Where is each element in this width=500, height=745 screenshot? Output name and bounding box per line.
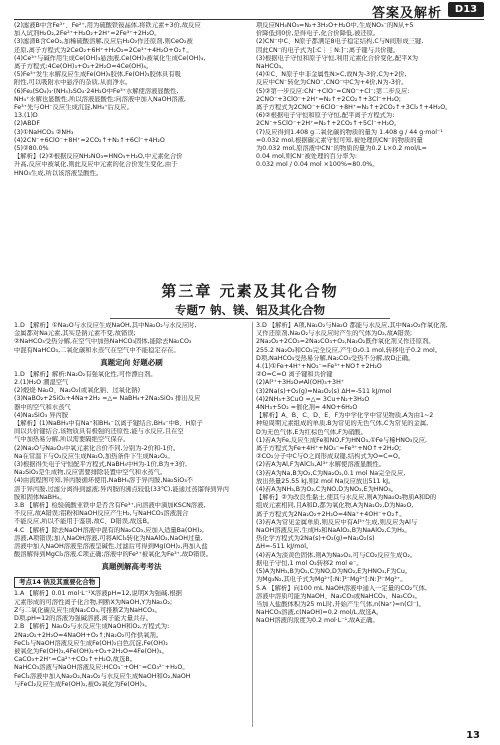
text-line: 不能反应,所以不能用于鉴别,故C、D错误,故选B。	[14, 518, 154, 526]
text-line: 【解析】A、B、C、D、E、F为中学化学中常见物质,A为由1~2	[256, 412, 434, 420]
text-line: 离子方程式为2Na₂O₂+2H₂O=4Na⁺+4OH⁻+O₂↑。	[256, 510, 406, 518]
topic-rule	[110, 318, 390, 319]
text-line: 放出热量25.55 kJ,则2 mol Na反应放出511 kJ。	[256, 477, 395, 485]
section-heading: 真题定向 好题必刷	[100, 357, 163, 367]
text-line: 溶液,A项错误;加入NaOH溶液,可将AlCl₃转化为NaAlO₂,NaOH过量,	[14, 534, 203, 542]
text-line: 种短周期元素组成的单质,B为常见的无色气体,C为常见的金属,	[256, 420, 429, 428]
text-line: (5)A为NH₃,B为O₂,C为NO,D为NO₂,E为HNO₃,F为Cu。	[256, 568, 412, 576]
text-line: (5)②第一步反应:CN⁻+ClO⁻=CNO⁻+Cl⁻;第二步反应:	[256, 87, 410, 95]
text-line: (3)2Na(s)+O₂(g)=Na₂O₂(s) ΔH=-511 kJ/mol	[256, 387, 392, 395]
text-line: D项,pH=12的溶液为强碱溶液,离子能大量共存。	[14, 615, 152, 623]
text-line: Na₂SiO₃是生成物,反应需要排除装置中空气和水蒸气。	[14, 469, 167, 477]
header-title: 答案及解析	[371, 6, 442, 21]
text-line: 【解析】(1)NaBH₄中有Na⁺和BH₄⁻以离子键结合,BH₄⁻中B、H原子	[14, 420, 203, 428]
text-line: 气中加热易分解,所以需要隔绝空气保存。	[14, 436, 130, 444]
text-line: 还原,离子方程式为2CeO₂+6H⁺+H₂O₂=2Ce³⁺+4H₂O+O₂↑。	[14, 46, 193, 54]
text-line: (2)若A为Al,F为AlCl₃,Al³⁺水解使溶液显酸性。	[256, 461, 386, 469]
text-line: NaHCO₃。	[256, 63, 288, 71]
text-line: 反应中CN⁻转化为CNO⁻,CNO⁻中C为+4价,N为-3价。	[256, 79, 408, 87]
text-line: FeCl₂溶液中加入Na₂O₂,Na₂O₂与水反应生成NaOH和O₂,NaOH	[14, 672, 191, 680]
text-line: (2)Al³⁺+3H₂O⇌Al(OH)₃+3H⁺	[256, 379, 345, 387]
text-line: 为0.032 mol,原溶液中CN⁻的物质的量为0.2 L×0.2 mol/L=	[256, 145, 427, 153]
text-line: 2CNO⁻+3ClO⁻+2H⁺=N₂↑+2CO₂↑+3Cl⁻+H₂O;	[256, 95, 402, 103]
top-right-column	[256, 22, 490, 170]
text-line: (3)根据得失电子守恒配平方程式,NaBH₄中H为-1价,B为+3价,	[14, 461, 188, 469]
text-line: 0.032 mol / 0.04 mol ×100%=80.0%。	[256, 161, 379, 169]
text-line: ΔH=-511 kJ/mol。	[256, 543, 313, 551]
text-line: (2)煅烧 Na₂O、Na₂O₂(或氧化钠、过氧化钠)	[14, 387, 141, 395]
header-rule	[14, 19, 484, 20]
text-line: (4)若A为NH₃,B为O₂,C为NO,D为NO₂,E为HNO₃。	[256, 486, 398, 494]
text-line: 2CN⁻+5ClO⁻+2H⁺=N₂↑+2CO₂↑+5Cl⁻+H₂O。	[256, 120, 401, 128]
text-line: 加入试剂H₂O₂,2Fe²⁺+H₂O₂+2H⁺=2Fe³⁺+2H₂O。	[14, 30, 161, 38]
text-line: (2)滤液B中含Fe³⁺、Fe²⁺,用为硫酸铁铵晶体,将铁元素+3价,故反应	[14, 22, 201, 29]
text-line: 2.(1)H₂O 潮湿空气	[14, 379, 69, 387]
text-line: 3.D 【解析】A项,Na₂O₂与Na₂O 都能与水反应,其中Na₂O₂作氧化剂,	[256, 322, 448, 329]
text-line: 溶液中加入NaOH溶液至溶液呈碱性,过滤后可得到Mg(OH)₂,再加入盐	[14, 543, 208, 551]
text-line: 为Mg₃N₂,其电子式为Mg²⁺[:N:]³⁻Mg²⁺[:N:]³⁻Mg²⁺。	[256, 576, 407, 584]
text-line: HNO₃生成,所以该溶液呈酸性。	[14, 169, 103, 177]
text-line: 2.B 【解析】Na₂O₂与水反应生成NaOH和O₂,方程式为:	[14, 623, 170, 631]
text-line: 1.D 【解析】解析:Na₂O₂有强氧化性,可作漂白剂。	[14, 370, 157, 378]
text-line: (3)①NaHCO₃ ②NH₃	[14, 128, 74, 136]
text-line: 当加入盐酸体积为25 mL时,开始产生气体,n(Na⁺)=n(Cl⁻)。	[256, 600, 425, 608]
text-line: (3)根据电子守恒和原子守恒,利用元素化合价变化,配平X为	[256, 54, 419, 62]
text-line: 离子方程式为Fe+4H⁺+NO₃⁻=Fe³⁺+NO↑+2H₂O;	[256, 445, 402, 453]
text-line: =0.032 mol,根据碳元素守恒可知,被处理的CN⁻的物质的量	[256, 136, 423, 144]
text-line: (6)Fe₂(SO₄)₃·(NH₄)₂SO₄·24H₂O中Fe³⁺水解使溶液显酸性,	[14, 87, 179, 95]
text-line: 5.A 【解析】向100 mL NaOH溶液中通入一定量的CO₂气体,	[256, 584, 427, 592]
text-line: Fe³⁺先与OH⁻反应生成沉淀,NH₄⁺后反应。	[14, 104, 133, 112]
text-line: 4.C 【解析】除去NaOH溶液中混有的Na₂CO₃,应加入适量Ba(OH)₂,	[14, 526, 204, 534]
header-badge: D13	[448, 2, 484, 17]
text-line: NH₄⁺水解也显酸性,所以溶液显酸性;向溶液中加入NaOH溶液,	[14, 95, 186, 103]
text-line: (3)若A为Na,B为O₂,C为Na₂O₂,0.1 mol Na完全反应,	[256, 469, 406, 477]
text-line: (4)Ce³⁺与碱作用生成Ce(OH)₃悬浊液,Ce(OH)₃被氧化生成Ce(OH)₄,	[14, 54, 206, 62]
text-line: NaHCO₃溶液与NaOH溶液反应:HCO₃⁻+OH⁻=CO₃²⁻+H₂O。	[14, 664, 189, 672]
knowledge-point-tag: 考点14 钠及其重要化合物	[14, 577, 100, 588]
text-line: D为无色气体,E为红棕色气体,F为硝酸。	[256, 428, 367, 436]
text-line: 4NH₃+5O₂ =催化剂= 4NO+6H₂O	[256, 404, 358, 412]
text-line: 酸溶解得到MgCl₂溶液,C项正确;溶液中的Fe²⁺被氧化为Fe³⁺,故D错误。	[14, 551, 213, 559]
text-line: 因此CN⁻的电子式为[:C⋮⋮N:]⁻;离子键与共价键。	[256, 46, 400, 54]
text-line: NaOH溶液的浓度为0.2 mol·L⁻¹,故A正确。	[256, 617, 379, 625]
text-line: ②CO₂分子中C与O之间形成双键,结构式为O=C=O。	[256, 453, 405, 461]
left-column	[14, 322, 249, 689]
text-line: 据电子守恒,1 mol O₂转移2 mol e⁻。	[256, 559, 363, 567]
topic-title: 专题7 钠、镁、铝及其化合物	[174, 303, 325, 317]
text-line: (4)由流程图可知,异丙胺循环使用,NaBH₄溶于异丙胺,Na₂SiO₃不	[14, 477, 194, 485]
chapter-title: 第三章 元素及其化合物	[161, 282, 339, 300]
text-line: 溶液中溶质可能为NaOH、Na₂CO₃或NaHCO₃、Na₂CO₃。	[256, 592, 421, 600]
text-line: (2)ABDF	[14, 120, 41, 128]
text-line: FeCl₂与NaOH溶液反应生成Fe(OH)₂白色沉淀,Fe(OH)₂	[14, 639, 168, 647]
text-line: (3)若A为常见金属单质,则反应中有Al³⁺生成,则反应为Al与	[256, 518, 418, 526]
text-line: (7)反应得到1.408 g二氧化碳的物质的量为 1.408 g / 44 g·mol⁻¹	[256, 128, 443, 136]
right-column	[256, 322, 490, 626]
text-line: 不反应,故A错误;铝粉和NaOH反应产生H₂,与NaHCO₃溶液混合	[14, 510, 189, 518]
text-line: 0.04 mol,则CN⁻被处理的百分率为:	[256, 153, 357, 161]
text-line: 255.2 Na₂O₂和CO₂完全反应,产生O₂0.1 mol,转移电子0.2 mol。	[256, 346, 442, 354]
text-line: 【解析】②为改良性黏土,使其与水反应,则A为Na₂O₂物质A和D的	[256, 494, 437, 502]
section-heading: 真题例解高考考法	[101, 562, 162, 572]
text-line: (2)CN⁻中C、N原子都满足8电子稳定结构,C与N间形成三键,	[256, 38, 424, 46]
text-line: (2)Na₂O与Na₂O₂中氧元素化合价不同,分别为-2价和-1价。	[14, 444, 180, 452]
text-line: 溶于异丙胺,过滤分离得到滤液;异丙胺的沸点较低(33℃),能通过蒸馏得到异丙	[14, 485, 230, 493]
text-line: 被氧化为Fe(OH)₃,4Fe(OH)₂+O₂+2H₂O=4Fe(OH)₃。	[14, 647, 168, 655]
text-line: (3)NaBO₂+2SiO₂+4Na+2H₂ =△= NaBH₄+2Na₂SiO₃ 排出反应	[14, 395, 201, 403]
text-line: 热化学方程式为2Na(s)+O₂(g)=Na₂O₂(s)	[256, 535, 375, 543]
text-line: (4)2NH₃+3CuO =△= 3Cu+N₂+3H₂O	[256, 395, 370, 403]
text-line: 2Na₂O₂+2H₂O=4NaOH+O₂↑;Na₂O₂可作供氧剂。	[14, 631, 163, 639]
text-line: 附性,可以吸附水中悬浮的杂质,从而净水。	[14, 79, 132, 87]
top-left-column	[14, 22, 249, 178]
text-line: D项,NaHCO₃受热易分解,Na₂CO₃受热不分解,故D正确。	[256, 354, 415, 362]
text-line: (4)①C、N原子中非金属性N>C,故N为-3价,C为+2价,	[256, 71, 407, 79]
text-line: 项反应NH₄NO₃=N₂+3H₂O+H₂O中,生成NO₃⁻的N从+5	[256, 22, 414, 29]
text-line: 与FeCl₂反应生成Fe(OH)₂,被O₂氧化为Fe(OH)₃。	[14, 680, 151, 688]
text-line: 元素形成的可溶性离子化合物,判断X为NaOH,Y为Na₂O₂;	[14, 598, 173, 606]
text-line: (5)②80.0%	[14, 145, 49, 153]
text-line: (3)滤渣B含CeO₂,加稀硫酸溶解,反应后H₂O₂作还原剂,则CeO₂被	[14, 38, 193, 46]
text-line: (1)若A为Fe,反应生成Fe和NO,F为HNO₃,①Fe与稀HNO₃反应,	[256, 436, 428, 444]
text-line: 胺和固体NaBH₄。	[14, 493, 66, 501]
text-line: 2Na₂O₂+2CO₂=2Na₂CO₃+O₂,Na₂O₂既作氧化剂又作还原剂。	[256, 338, 435, 346]
page-header	[0, 0, 500, 20]
text-line: (4)Na₂SiO₃ 异丙胺	[14, 411, 69, 419]
text-line: Na在常温下与O₂反应生成Na₂O,加热条件下生成Na₂O₂。	[14, 452, 174, 460]
text-line: NaHCO₃溶液,c(NaOH)=0.2 mol/L,故选A。	[256, 609, 383, 617]
text-line: 组成元素相同,且A和D,都为氧化物,A为Na₂O₂,D为Na₂O,	[256, 502, 414, 510]
text-line: 3.B 【解析】检验硫酸亚铁中是否含有Fe³⁺,向溶液中滴加KSCN溶液,	[14, 502, 206, 510]
text-line: (6)②根据电子守恒和原子守恒,配平离子方程式为:	[256, 112, 395, 120]
text-line: 【解析】(2)②根据反应NH₂NO₃=HNO₃+H₂O,中元素化合价	[14, 153, 183, 161]
text-line: 中混有NaHCO₃,二氧化碳和水蒸气在空气中不能稳定存在。	[14, 346, 180, 354]
text-line: 4.(1)①Fe+4H⁺+NO₃⁻=Fe³⁺+NO↑+2H₂O	[256, 363, 382, 371]
text-line: 间以共价键结合,该物质具有极强的还原性,能与水反应,且在空	[14, 428, 184, 436]
page-number: 13	[466, 730, 480, 741]
text-line: NaOH溶液反应,生成H₂和NaAlO₂,B为NaAlO₂,C为H₂。	[256, 527, 411, 535]
text-line: CaCO₃+2H⁺=Ca²⁺+CO₂↑+H₂O,故选B。	[14, 656, 136, 664]
text-line: 离子方程式为2CNO⁻+6ClO⁻+8H⁺=N₂↑+2CO₂↑+3Cl₂↑+4H₂O。	[256, 104, 452, 112]
column-divider	[252, 322, 253, 727]
text-line: (5)Fe³⁺发生水解反应生成Fe(OH)₃胶体,Fe(OH)₃胶体具有吸	[14, 71, 181, 79]
text-line: 升高,反应中被氧化,则此反应中元素的化合价发生变化,由于	[14, 161, 178, 169]
text-line: 1.D 【解析】①Na₂O与水反应生成NaOH,其中Na₂O₂与水反应时,	[14, 322, 197, 329]
page-footer	[0, 727, 500, 745]
text-line: 价降低到0价,是得电子,化合价降低,被还原。	[256, 30, 380, 38]
text-line: ②O=C=O 离子键和共价键	[256, 371, 333, 379]
text-line: (4)2CN⁻+6ClO⁻+8H⁺=2CO₂↑+N₂↑+6Cl⁻+4H₂O	[14, 136, 165, 144]
text-line: 又作还原剂,Na₂O₂与水反应时产生的气体为O₂,故A错误;	[256, 330, 413, 338]
text-line: 1.A 【解析】0.01 mol·L⁻¹X溶液pH=12,说明X为强碱,根据	[14, 590, 182, 598]
text-line: ②NaHCO₃受热分解,在空气中加热NaHCO₃固体,能除去Na₂CO₃	[14, 338, 192, 346]
text-line: 金属都对Na元素,其实是钠元素不变,故错误;	[14, 330, 136, 338]
text-line: (4)若A为淡黄色固体,则A为Na₂O₂,可与CO₂反应生成O₂。	[256, 551, 417, 559]
text-line: 器中的空气和水蒸气	[14, 403, 71, 411]
text-line: Z与二氧化碳反应生成Na₂CO₃,可推断Z为NaHCO₃。	[14, 606, 161, 614]
text-line: 13.(1)D	[14, 112, 38, 120]
text-line: 离子方程式:4Ce(OH)₃+O₂+2H₂O=4Ce(OH)₄。	[14, 63, 153, 71]
